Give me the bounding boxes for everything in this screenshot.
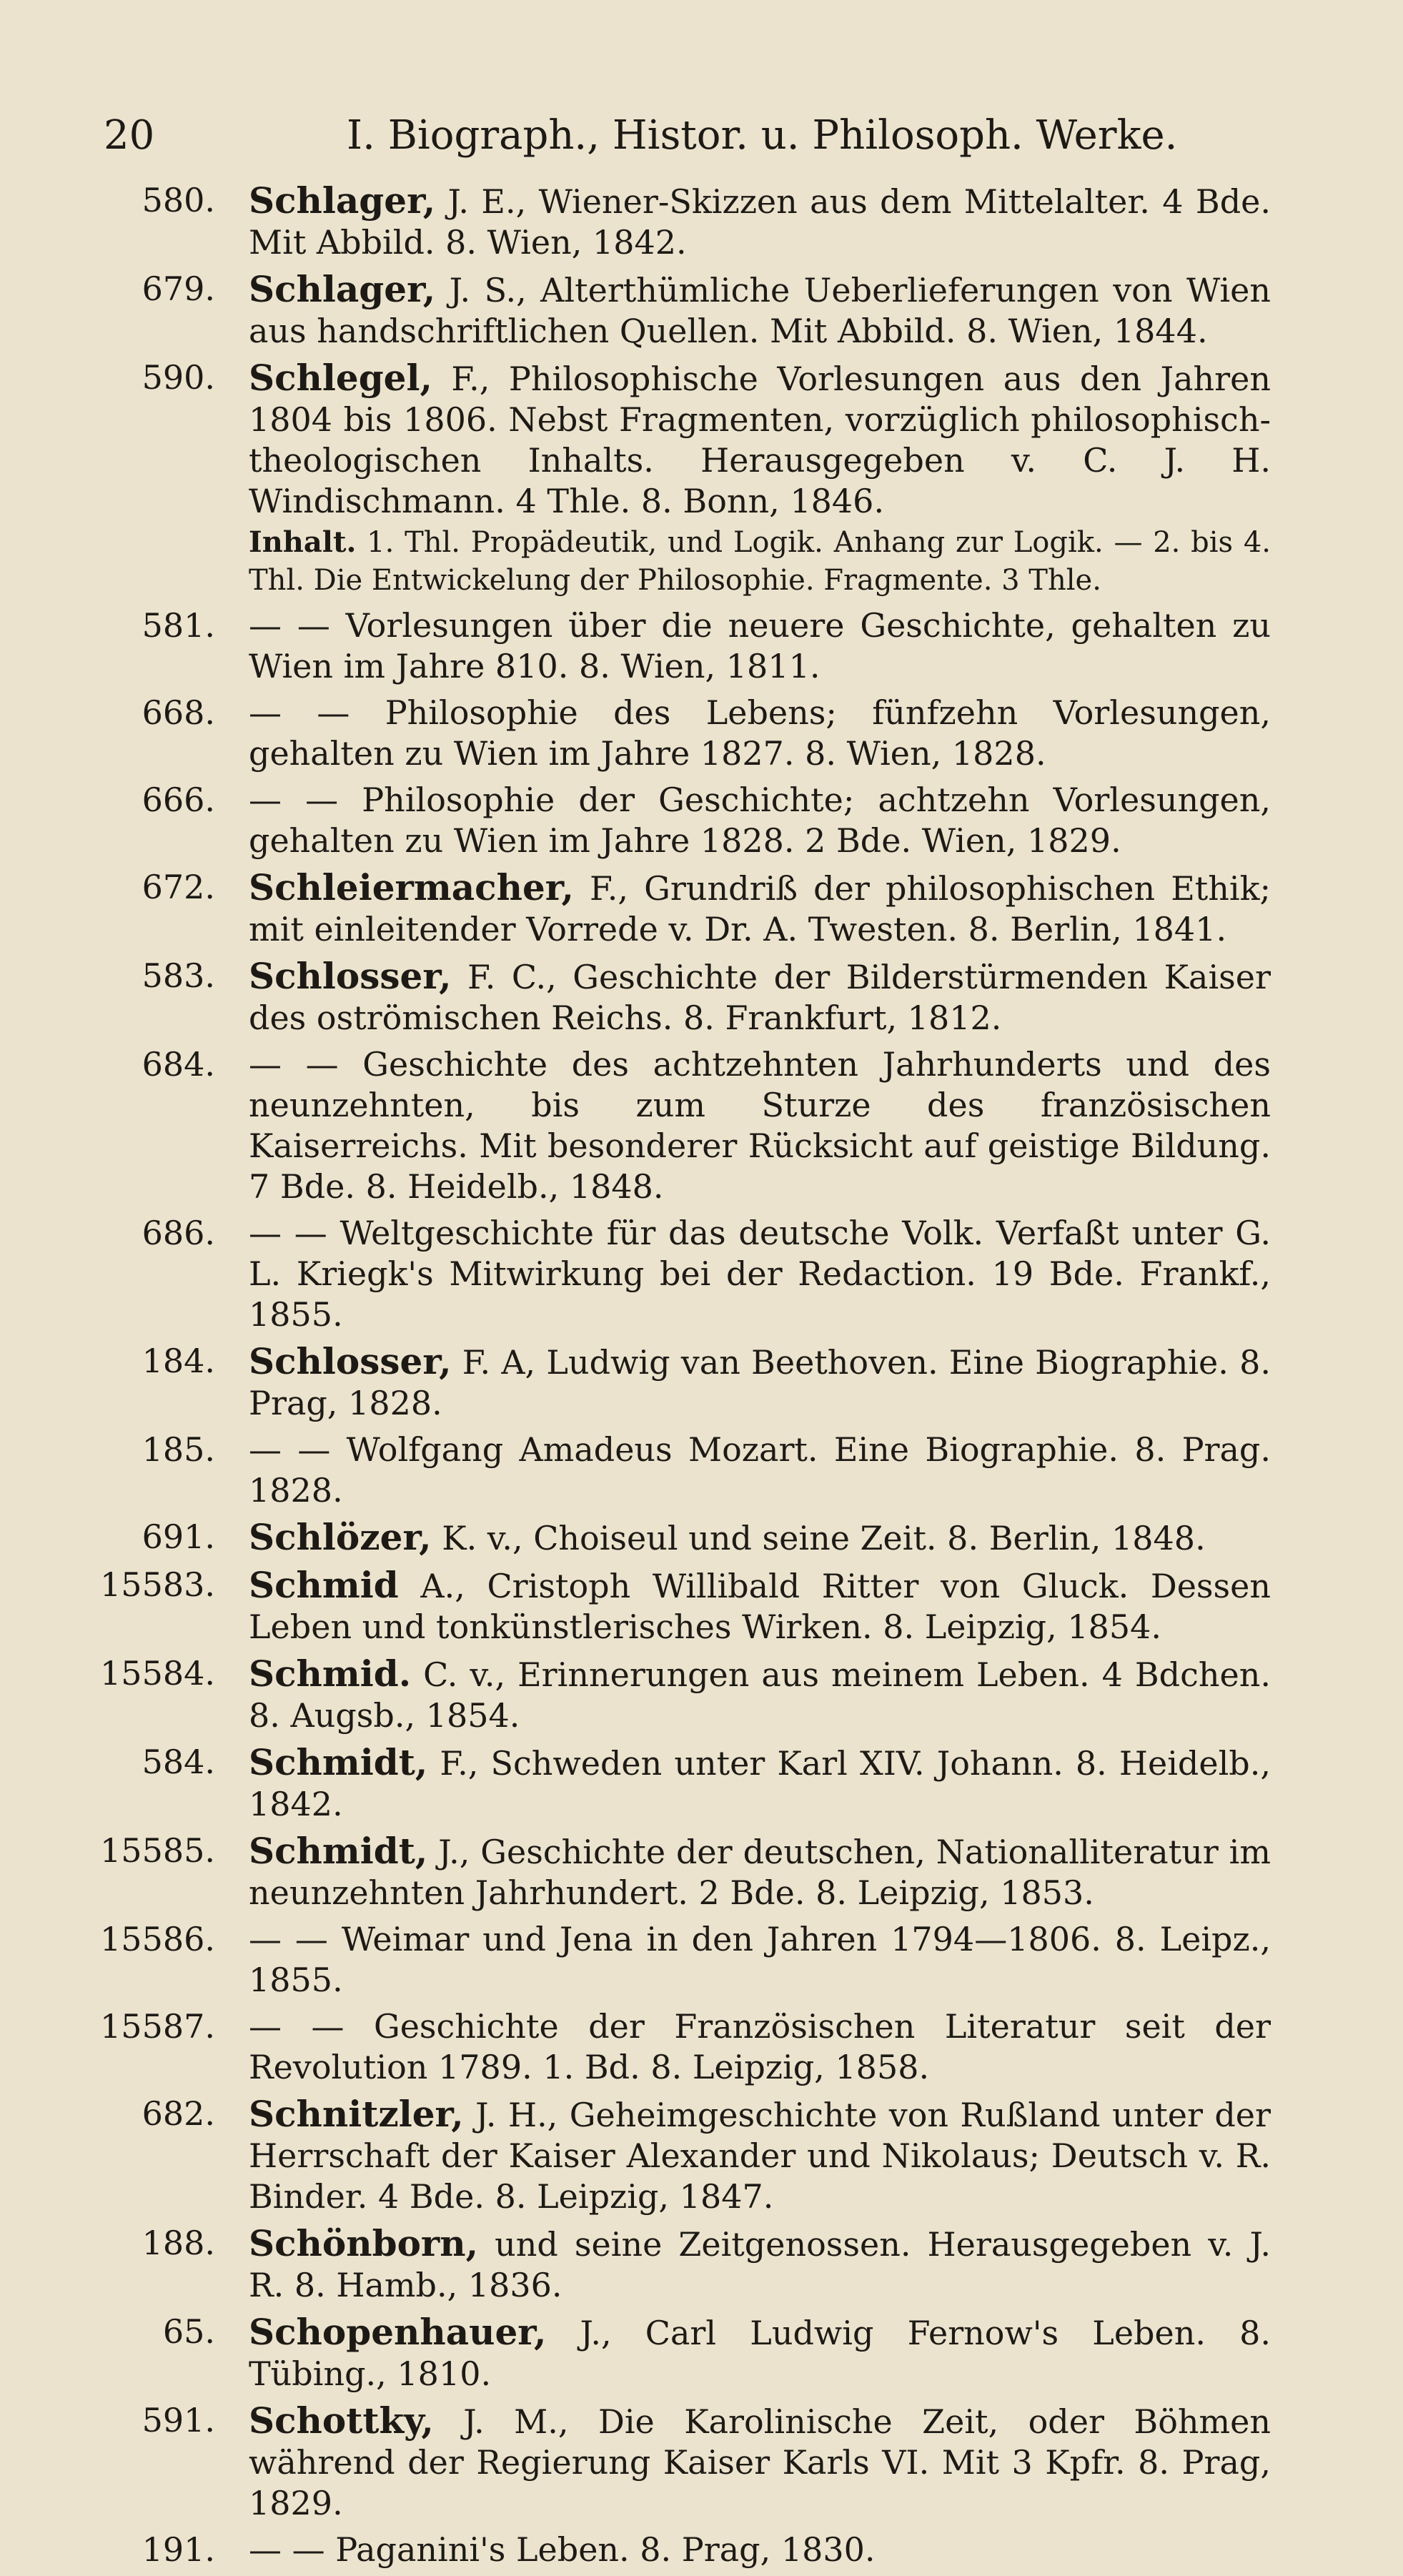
entry-text: [249, 269, 1271, 352]
entry-text: [249, 2006, 1271, 2088]
catalog-entry: [0, 2400, 1403, 2524]
entry-number: 682.: [142, 2094, 215, 2133]
entry-number: 684.: [142, 1045, 215, 1084]
page-header: [104, 107, 1178, 164]
entry-body: J., Geschichte der deutschen, Nationalliteratur im neunzehnten Jahrhundert. 2 Bde. 8. Leipzig, 1853.: [249, 1833, 1271, 1912]
entry-body: — — Weimar und Jena in den Jahren 1794—1806. 8. Leipz., 1855.: [249, 1920, 1271, 1999]
entry-contents-note: [249, 523, 1271, 600]
entry-author: Schopenhauer,: [249, 2311, 547, 2353]
entry-body: — — Geschichte des achtzehnten Jahrhunderts und des neunzehnten, bis zum Sturze des französischen Kaiserreichs. Mit besonderer Rücksicht auf geistige Bildung. 7 Bde. 8. Heidelb., 1848.: [249, 1045, 1271, 1206]
entry-number: 666.: [142, 781, 215, 819]
entry-number: 191.: [142, 2530, 215, 2569]
entry-author: Schmidt,: [249, 1830, 428, 1872]
entry-number: 15583.: [100, 1565, 215, 1604]
entry-body: F. C., Geschichte der Bilderstürmenden Kaiser des oströmischen Reichs. 8. Frankfurt, 1812.: [249, 958, 1271, 1037]
entry-text: [249, 780, 1271, 861]
entry-number: 15587.: [100, 2007, 215, 2046]
catalog-entry: [0, 1430, 1403, 1511]
entry-body: A., Cristoph Willibald Ritter von Gluck. Dessen Leben und tonkünstlerisches Wirken. 8. Leipzig, 1854.: [249, 1567, 1271, 1646]
entry-text: [249, 2223, 1271, 2306]
entry-text: [249, 1044, 1271, 1207]
entry-author: Schottky,: [249, 2399, 434, 2442]
entry-author: Schmid.: [249, 1653, 412, 1695]
catalog-entry: [0, 1919, 1403, 2001]
entry-text: [249, 2312, 1271, 2394]
entry-body: — — Vorlesungen über die neuere Geschichte, gehalten zu Wien im Jahre 810. 8. Wien, 1811.: [249, 606, 1271, 685]
entry-text: [249, 1831, 1271, 1913]
entry-text: [249, 357, 1271, 522]
catalog-entry: [0, 780, 1403, 861]
entry-body: — — Wolfgang Amadeus Mozart. Eine Biographie. 8. Prag. 1828.: [249, 1430, 1271, 1510]
entry-body: F., Grundriß der philosophischen Ethik; mit einleitender Vorrede v. Dr. A. Twesten. 8. Berlin, 1841.: [249, 869, 1271, 948]
contents-text: 1. Thl. Propädeutik, und Logik. Anhang zur Logik. — 2. bis 4. Thl. Die Entwickelung der Philosophie. Fragmente. 3 Thle.: [249, 526, 1271, 597]
entry-body: — — Philosophie der Geschichte; achtzehn Vorlesungen, gehalten zu Wien im Jahre 1828. 2 Bde. Wien, 1829.: [249, 781, 1271, 860]
entry-number: 185.: [142, 1430, 215, 1469]
catalog-entry: [0, 2312, 1403, 2394]
entry-number: 184.: [142, 1342, 215, 1380]
catalog-entry: [0, 269, 1403, 352]
entry-body: J. E., Wiener-Skizzen aus dem Mittelalter. 4 Bde. Mit Abbild. 8. Wien, 1842.: [249, 182, 1271, 262]
entry-body: — — Weltgeschichte für das deutsche Volk. Verfaßt unter G. L. Kriegk's Mitwirkung bei der Redaction. 19 Bde. Frankf., 1855.: [249, 1214, 1271, 1334]
entry-body: J. S., Alterthümliche Ueberlieferungen von Wien aus handschriftlichen Quellen. Mit Abbild. 8. Wien, 1844.: [249, 271, 1271, 350]
entry-number: 686.: [142, 1214, 215, 1252]
entry-body: — — Paganini's Leben. 8. Prag, 1830.: [249, 2530, 876, 2569]
entry-number: 188.: [142, 2224, 215, 2262]
entry-number: 679.: [142, 269, 215, 308]
page-number: 20: [104, 112, 155, 159]
entry-number: 672.: [142, 868, 215, 906]
entry-text: [249, 693, 1271, 774]
entry-number: 584.: [142, 1743, 215, 1781]
entry-author: Schlegel,: [249, 357, 432, 399]
catalog-entry: [0, 357, 1403, 600]
entry-body: — — Geschichte der Französischen Literatur seit der Revolution 1789. 1. Bd. 8. Leipzig, 1858.: [249, 2007, 1271, 2086]
entry-number: 65.: [162, 2312, 215, 2351]
entry-author: Schönborn,: [249, 2222, 479, 2264]
catalog-entry: [0, 956, 1403, 1039]
entry-text: [249, 2094, 1271, 2217]
catalog-entry: [0, 1213, 1403, 1335]
catalog-entry: [0, 2223, 1403, 2306]
catalog-entry: [0, 180, 1403, 263]
entry-body: F. A, Ludwig van Beethoven. Eine Biographie. 8. Prag, 1828.: [249, 1343, 1271, 1422]
entry-number: 15586.: [100, 1920, 215, 1958]
catalog-entry: [0, 1517, 1403, 1559]
entry-text: [249, 1653, 1271, 1736]
entry-body: C. v., Erinnerungen aus meinem Leben. 4 Bdchen. 8. Augsb., 1854.: [249, 1655, 1271, 1735]
catalog-entries: [0, 180, 1403, 2576]
entry-number: 15584.: [100, 1654, 215, 1693]
entry-body: J., Carl Ludwig Fernow's Leben. 8. Tübing., 1810.: [249, 2314, 1271, 2393]
entry-text: [249, 1430, 1271, 1511]
entry-number: 590.: [142, 358, 215, 397]
catalog-entry: [0, 867, 1403, 950]
entry-text: [249, 2530, 1271, 2570]
entry-number: 15585.: [100, 1831, 215, 1870]
entry-body: — — Philosophie des Lebens; fünfzehn Vorlesungen, gehalten zu Wien im Jahre 1827. 8. Wien, 1828.: [249, 693, 1271, 773]
entry-text: [249, 1565, 1271, 1648]
entry-author: Schmid: [249, 1564, 399, 1606]
entry-text: [249, 1517, 1271, 1559]
catalog-entry: [0, 1653, 1403, 1736]
entry-author: Schlosser,: [249, 1340, 452, 1382]
catalog-entry: [0, 605, 1403, 687]
catalog-entry: [0, 1341, 1403, 1424]
entry-author: Schleiermacher,: [249, 866, 574, 908]
entry-body: und seine Zeitgenossen. Herausgegeben v. J. R. 8. Hamb., 1836.: [249, 2225, 1271, 2304]
catalog-entry: [0, 1565, 1403, 1648]
entry-text: [249, 956, 1271, 1039]
entry-author: Schmidt,: [249, 1741, 428, 1783]
entry-body: J. H., Geheimgeschichte von Rußland unter der Herrschaft der Kaiser Alexander und Nikolaus; Deutsch v. R. Binder. 4 Bde. 8. Leipzig, 1847.: [249, 2096, 1271, 2216]
catalog-entry: [0, 2530, 1403, 2570]
entry-number: 583.: [142, 956, 215, 995]
contents-label: Inhalt.: [249, 525, 357, 559]
entry-text: [249, 605, 1271, 687]
entry-text: [249, 1919, 1271, 2001]
entry-author: Schlager,: [249, 179, 436, 222]
entry-number: 691.: [142, 1517, 215, 1556]
entry-text: [249, 867, 1271, 950]
entry-author: Schnitzler,: [249, 2093, 464, 2135]
catalog-entry: [0, 2094, 1403, 2217]
running-title: I. Biograph., Histor. u. Philosoph. Werke.: [347, 112, 1178, 159]
entry-body: K. v., Choiseul und seine Zeit. 8. Berlin, 1848.: [431, 1519, 1206, 1557]
entry-text: [249, 180, 1271, 263]
entry-text: [249, 1341, 1271, 1424]
entry-author: Schlosser,: [249, 955, 452, 997]
entry-body: J. M., Die Karolinische Zeit, oder Böhmen während der Regierung Kaiser Karls VI. Mit 3 Kpfr. 8. Prag, 1829.: [249, 2402, 1271, 2522]
catalog-entry: [0, 1831, 1403, 1913]
entry-body: F., Schweden unter Karl XIV. Johann. 8. Heidelb., 1842.: [249, 1744, 1271, 1823]
catalog-entry: [0, 693, 1403, 774]
entry-number: 591.: [142, 2401, 215, 2439]
entry-text: [249, 2400, 1271, 2524]
entry-author: Schlager,: [249, 268, 436, 310]
catalog-entry: [0, 2006, 1403, 2088]
entry-number: 580.: [142, 181, 215, 219]
entry-author: Schlözer,: [249, 1516, 432, 1558]
entry-body: F., Philosophische Vorlesungen aus den Jahren 1804 bis 1806. Nebst Fragmenten, vorzüglich philosophisch-theologischen Inhalts. Herausgegeben v. C. J. H. Windischmann. 4 Thle. 8. Bonn, 1846.: [249, 360, 1271, 520]
entry-text: [249, 1742, 1271, 1825]
catalog-entry: [0, 1044, 1403, 1207]
entry-number: 581.: [142, 606, 215, 645]
entry-number: 668.: [142, 693, 215, 732]
entry-text: [249, 1213, 1271, 1335]
catalog-entry: [0, 1742, 1403, 1825]
